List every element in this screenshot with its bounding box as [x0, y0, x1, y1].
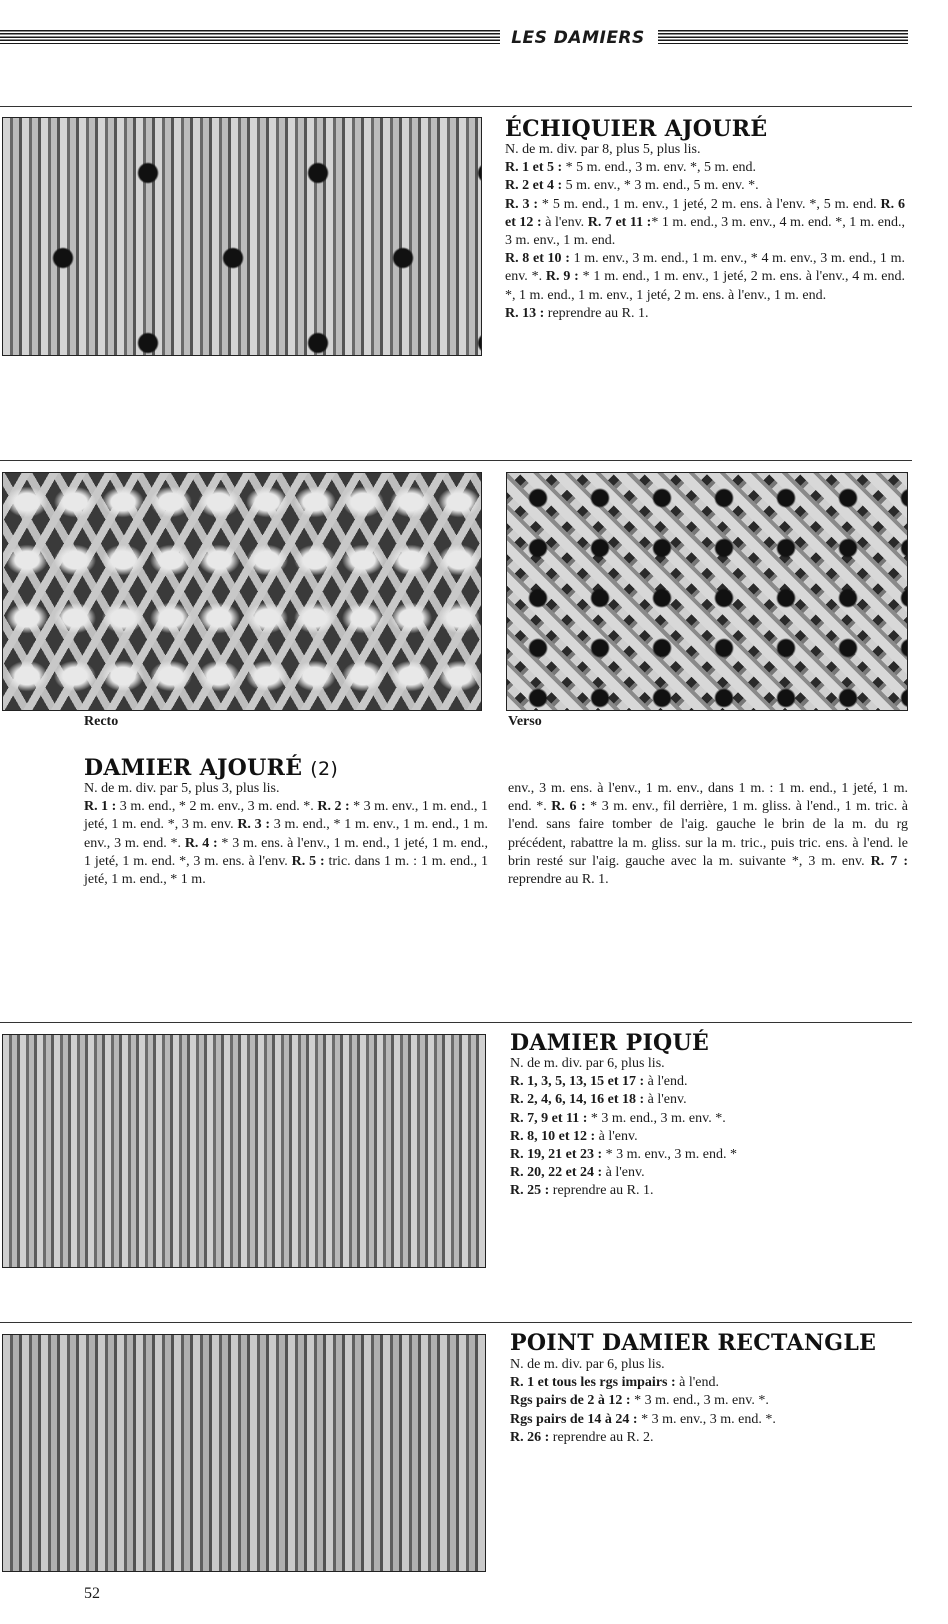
row-label: R. 8, 10 et 12 : [510, 1128, 596, 1144]
row-label: R. 2 et 4 : [505, 178, 563, 194]
instruction-text: * 3 m. end., 3 m. env. *. [587, 1110, 726, 1126]
instruction-text: * 5 m. end., 1 m. env., 1 jeté, 2 m. ens. à l'env. *, 5 m. end. [538, 196, 877, 212]
knit-photo-damier-ajoure-verso [506, 472, 908, 711]
instruction-text: * 3 m. env., fil derrière, 1 m. gliss. à l'end., 1 m. tric. à l'end. sans faire tomber de l'aig. gauche le brin de la m. du rg précédent, rabattre la m. gliss. sur la m. tric., puis tric. ens. à l'end. le brin resté sur l'aig. gauche avec la m. suivante *, 3 m. env. [508, 799, 908, 869]
instruction-text: * 5 m. end., 3 m. env. *, 5 m. end. [562, 160, 757, 176]
row-label: R. 1 et tous les rgs impairs : [510, 1375, 676, 1391]
instruction-text: * 3 m. env., 1 m. end., 1 jeté, 1 m. end. *, 3 m. env. [84, 799, 488, 833]
row-label: R. 13 : [505, 305, 545, 321]
instruction-text: à l'end. [675, 1375, 719, 1391]
instruction-text: à l'env. [541, 214, 585, 230]
instructions-rectangle [510, 1356, 905, 1447]
row-label: R. 7 : [870, 853, 909, 869]
row-label: R. 2 : [317, 799, 350, 815]
knit-photo-damier-pique [2, 1034, 486, 1268]
instruction-text: reprendre au R. 1. [508, 872, 609, 888]
row-label: R. 1 et 5 : [505, 160, 563, 176]
instruction-text: * 1 m. end., 1 m. env., 1 jeté, 2 m. ens. à l'env., 4 m. end. *, 1 m. end., 1 m. env., 1 jeté, 2 m. ens. à l'env., 1 m. end. [505, 269, 905, 303]
knit-photo-point-damier-rectangle [2, 1334, 486, 1572]
instruction-text: reprendre au R. 2. [549, 1429, 654, 1445]
row-label: R. 7, 9 et 11 : [510, 1110, 588, 1126]
row-label: Rgs pairs de 14 à 24 : [510, 1411, 638, 1427]
instruction-text: 1 m. env., 3 m. end., 1 m. env., * 4 m. env., 3 m. end., 1 m. env. *. [505, 251, 905, 285]
row-label: R. 8 et 10 : [505, 251, 570, 267]
row-label: R. 26 : [510, 1429, 550, 1445]
instruction-text: env., 3 m. ens. à l'env., 1 m. env., dans 1 m. : 1 m. end., 1 jeté, 1 m. end. *. [508, 781, 908, 815]
instruction-text: à l'env. [644, 1092, 687, 1108]
page-number: 52 [84, 1585, 100, 1602]
section-divider [0, 460, 912, 461]
instruction-text: à l'env. [602, 1165, 645, 1181]
row-label: R. 1, 3, 5, 13, 15 et 17 : [510, 1074, 645, 1090]
instruction-text: reprendre au R. 1. [549, 1183, 654, 1199]
row-label: R. 1 : [84, 799, 117, 815]
instruction-text: 5 m. env., * 3 m. end., 5 m. env. *. [562, 178, 759, 194]
instruction-text: * 3 m. end., 3 m. env. *. [630, 1393, 769, 1409]
knit-photo-echiquier-ajoure [2, 117, 482, 356]
instruction-text: N. de m. div. par 5, plus 3, plus lis. [84, 781, 280, 796]
instruction-text: à l'end. [644, 1074, 688, 1090]
photo-caption-recto: Recto [84, 714, 119, 729]
instruction-text: * 1 m. end., 3 m. env., 4 m. end. *, 1 m. end., 3 m. env., 1 m. end. [505, 214, 905, 249]
row-label: R. 20, 22 et 24 : [510, 1165, 603, 1181]
row-label: R. 6 : [551, 799, 586, 815]
section-title-damier-rectangle: POINT DAMIER RECTANGLE [510, 1330, 877, 1356]
row-label: R. 6 et 12 : [505, 196, 905, 230]
row-label: R. 3 : [505, 196, 539, 212]
knit-photo-damier-ajoure-recto [2, 472, 482, 711]
section-title-damier-ajoure [84, 755, 338, 782]
section-title-damier-pique: DAMIER PIQUÉ [510, 1030, 710, 1056]
title-number: (2) [310, 758, 339, 780]
section-divider [0, 106, 912, 107]
photo-caption-verso: Verso [508, 714, 542, 729]
title-text: DAMIER AJOURÉ [84, 755, 303, 781]
header-rule-left [0, 30, 500, 46]
row-label: R. 19, 21 et 23 : [510, 1147, 603, 1163]
row-label: R. 2, 4, 6, 14, 16 et 18 : [510, 1092, 645, 1108]
instructions-ajoure-right [508, 780, 908, 889]
section-divider [0, 1022, 912, 1023]
instruction-text: N. de m. div. par 6, plus lis. [510, 1056, 665, 1071]
instruction-text: * 3 m. env., 3 m. end. * [602, 1147, 737, 1163]
instruction-text: reprendre au R. 1. [544, 305, 649, 321]
running-header: LES DAMIERS [511, 28, 645, 48]
instructions-pique [510, 1055, 905, 1201]
section-title-echiquier: ÉCHIQUIER AJOURÉ [505, 116, 768, 142]
row-label: R. 4 : [184, 835, 218, 851]
header-rule-right [658, 30, 908, 46]
row-label: R. 5 : [291, 853, 325, 869]
row-label: R. 7 et 11 : [587, 214, 652, 230]
instructions-ajoure-left [84, 780, 488, 889]
row-label: R. 9 : [545, 269, 579, 285]
instruction-text: * 3 m. ens. à l'env., 1 m. end., 1 jeté, 1 m. end., 1 jeté, 1 m. end. *, 3 m. ens. à l'env. [84, 835, 488, 869]
instruction-text: * 3 m. env., 3 m. end. *. [637, 1411, 776, 1427]
row-label: Rgs pairs de 2 à 12 : [510, 1393, 631, 1409]
instructions-echiquier [505, 141, 905, 323]
row-label: R. 3 : [237, 817, 271, 833]
instruction-text: à l'env. [595, 1128, 638, 1144]
instruction-text: N. de m. div. par 8, plus 5, plus lis. [505, 142, 701, 157]
instruction-text: tric. dans 1 m. : 1 m. end., 1 jeté, 1 m. end., * 1 m. [84, 853, 489, 888]
instruction-text: N. de m. div. par 6, plus lis. [510, 1357, 665, 1372]
instruction-text: 3 m. end., * 2 m. env., 3 m. end. *. [116, 799, 314, 815]
instruction-text: 3 m. end., * 1 m. env., 1 m. end., 1 m. env., 3 m. end. *. [84, 817, 488, 851]
section-divider [0, 1322, 912, 1323]
row-label: R. 25 : [510, 1183, 550, 1199]
